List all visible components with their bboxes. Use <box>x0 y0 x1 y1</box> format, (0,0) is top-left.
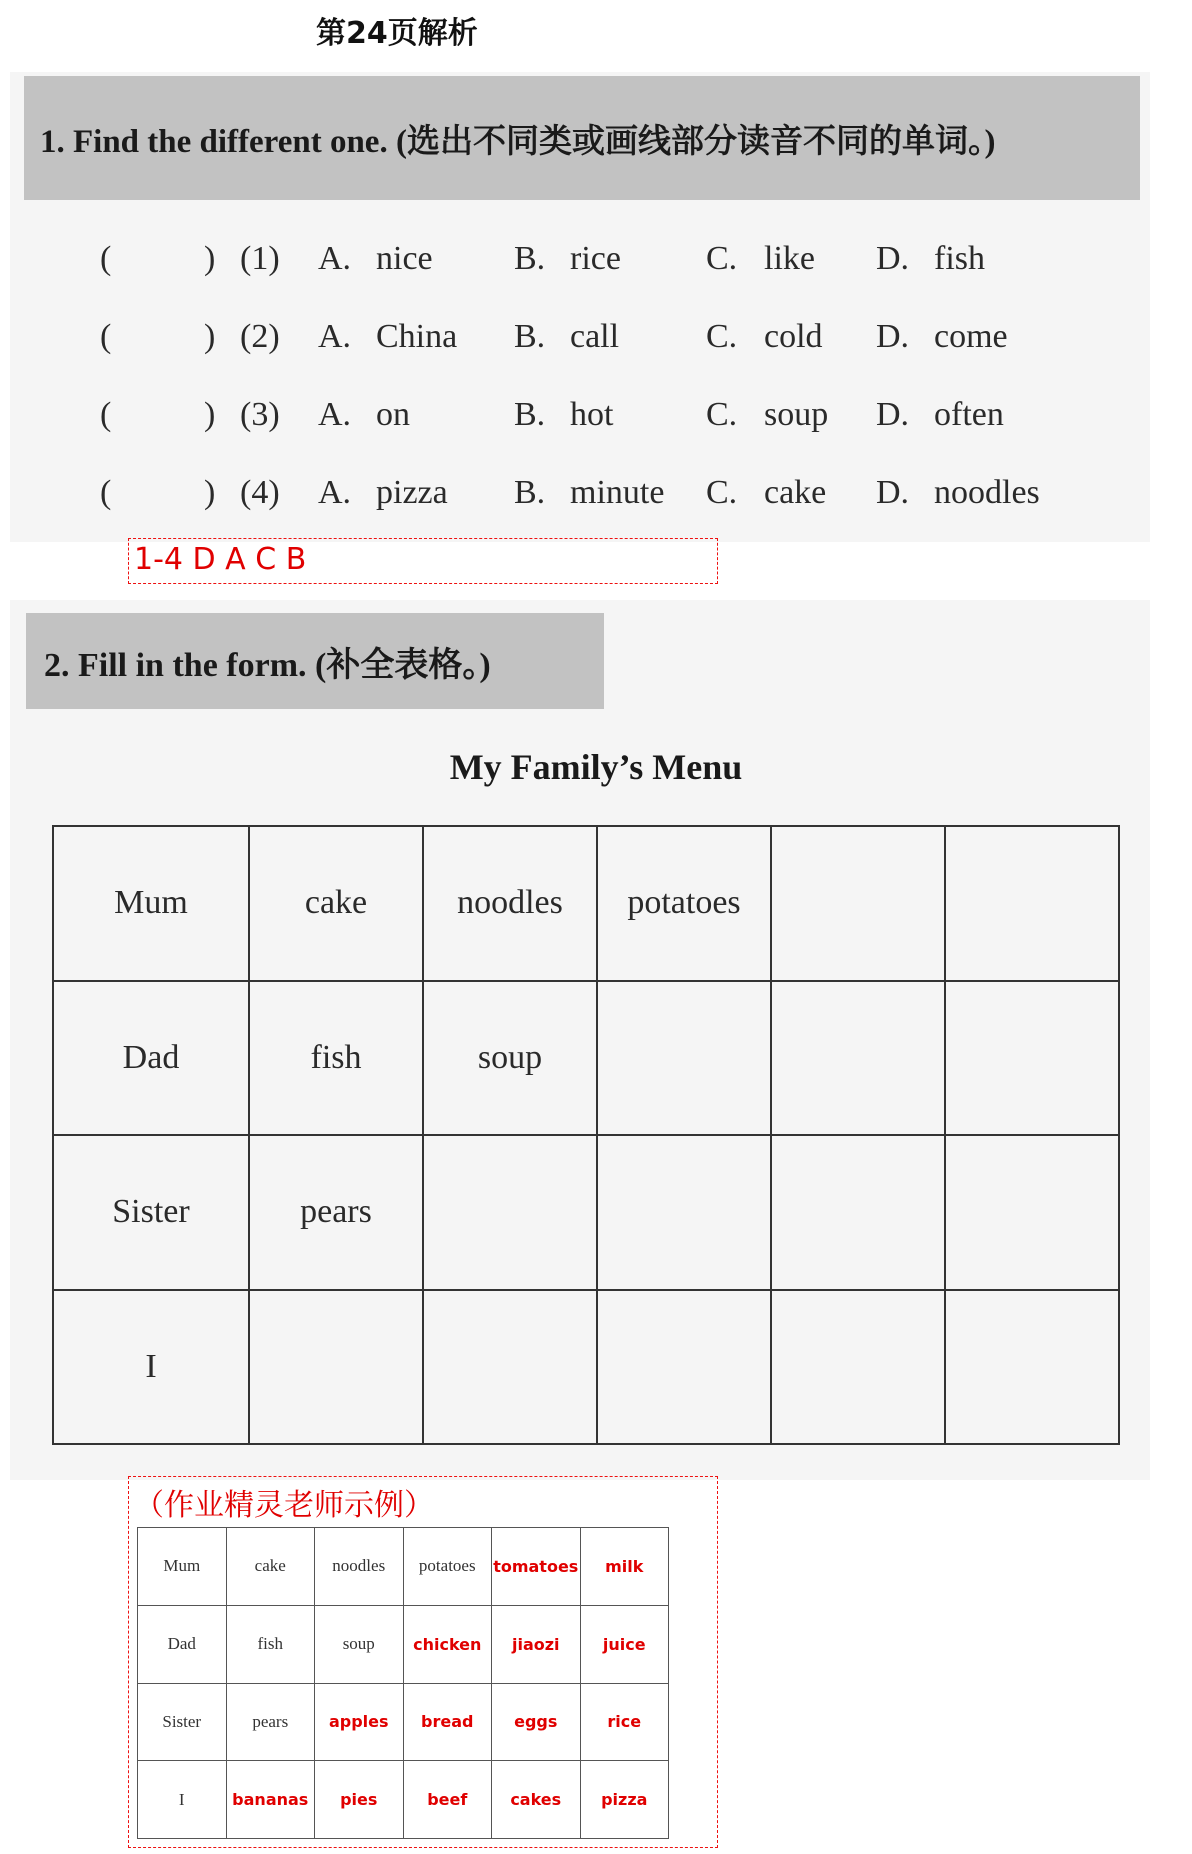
menu-food-cell <box>597 981 771 1136</box>
question-bracket-close: ) <box>204 318 216 355</box>
menu-food-cell: cake <box>249 826 423 981</box>
page-title: 第24页解析 <box>316 16 478 51</box>
question-a: China <box>376 318 458 355</box>
example-table <box>137 1527 669 1839</box>
menu-row <box>53 981 1119 1136</box>
example-row <box>138 1683 669 1761</box>
question-bracket-close: ) <box>204 240 216 277</box>
question-a: on <box>376 396 410 433</box>
menu-person-cell: Mum <box>53 826 249 981</box>
menu-food-cell <box>771 981 945 1136</box>
example-food-cell: soup <box>315 1605 404 1683</box>
question-c: like <box>764 240 815 277</box>
example-row <box>138 1761 669 1839</box>
example-label: （作业精灵老师示例） <box>134 1488 434 1523</box>
question-num: (4) <box>240 474 280 511</box>
example-food-cell: potatoes <box>403 1528 492 1606</box>
question-bracket: ( <box>100 318 112 355</box>
menu-food-cell: pears <box>249 1135 423 1290</box>
menu-food-cell: soup <box>423 981 597 1136</box>
menu-food-cell <box>945 826 1119 981</box>
example-food-cell: tomatoes <box>492 1528 581 1606</box>
question-d: fish <box>934 240 985 277</box>
example-food-cell: pizza <box>580 1761 669 1839</box>
question-c-letter: C. <box>706 474 738 511</box>
question-row <box>100 240 1100 290</box>
question-a-letter: A. <box>318 396 352 433</box>
example-row <box>138 1605 669 1683</box>
question-d-letter: D. <box>876 240 910 277</box>
question-num: (3) <box>240 396 280 433</box>
example-food-cell: eggs <box>492 1683 581 1761</box>
question-a: nice <box>376 240 433 277</box>
example-food-cell: bananas <box>226 1761 315 1839</box>
example-row <box>138 1528 669 1606</box>
example-food-cell: apples <box>315 1683 404 1761</box>
question-bracket: ( <box>100 240 112 277</box>
question-bracket: ( <box>100 474 112 511</box>
menu-person-cell: I <box>53 1290 249 1445</box>
question-d: noodles <box>934 474 1040 511</box>
answer-text-1: 1-4 D A C B <box>134 542 307 577</box>
menu-title: My Family’s Menu <box>449 747 743 787</box>
example-food-cell: beef <box>403 1761 492 1839</box>
question-a-letter: A. <box>318 240 352 277</box>
question-b-letter: B. <box>514 240 546 277</box>
question-b: call <box>570 318 620 355</box>
question-row <box>100 318 1100 368</box>
question-b: rice <box>570 240 621 277</box>
example-food-cell: bread <box>403 1683 492 1761</box>
question-b-letter: B. <box>514 396 546 433</box>
menu-food-cell <box>249 1290 423 1445</box>
section1-heading-text: 1. Find the different one. (选出不同类或画线部分读音不同的单词。) <box>40 123 996 160</box>
question-b: minute <box>570 474 665 511</box>
menu-food-cell <box>771 826 945 981</box>
menu-person-cell: Sister <box>53 1135 249 1290</box>
example-person-cell: Mum <box>138 1528 227 1606</box>
question-b-letter: B. <box>514 318 546 355</box>
menu-food-cell: potatoes <box>597 826 771 981</box>
question-d: often <box>934 396 1004 433</box>
menu-food-cell <box>597 1290 771 1445</box>
example-person-cell: Dad <box>138 1605 227 1683</box>
question-b: hot <box>570 396 614 433</box>
question-c: soup <box>764 396 829 433</box>
example-food-cell: noodles <box>315 1528 404 1606</box>
menu-row <box>53 826 1119 981</box>
menu-food-cell <box>423 1290 597 1445</box>
section2-heading <box>26 613 604 709</box>
example-food-cell: pears <box>226 1683 315 1761</box>
example-food-cell: jiaozi <box>492 1605 581 1683</box>
menu-food-cell <box>945 1135 1119 1290</box>
question-c-letter: C. <box>706 318 738 355</box>
question-bracket-close: ) <box>204 396 216 433</box>
example-food-cell: cake <box>226 1528 315 1606</box>
example-food-cell: pies <box>315 1761 404 1839</box>
example-person-cell: Sister <box>138 1683 227 1761</box>
question-d-letter: D. <box>876 318 910 355</box>
section1-heading <box>24 76 1140 200</box>
question-bracket: ( <box>100 396 112 433</box>
menu-food-cell <box>945 1290 1119 1445</box>
question-num: (1) <box>240 240 280 277</box>
question-c-letter: C. <box>706 396 738 433</box>
question-c-letter: C. <box>706 240 738 277</box>
menu-food-cell: fish <box>249 981 423 1136</box>
example-food-cell: fish <box>226 1605 315 1683</box>
question-row <box>100 474 1100 524</box>
question-c: cold <box>764 318 823 355</box>
menu-food-cell <box>771 1290 945 1445</box>
menu-row <box>53 1135 1119 1290</box>
question-c: cake <box>764 474 827 511</box>
question-a-letter: A. <box>318 474 352 511</box>
menu-row <box>53 1290 1119 1445</box>
question-d-letter: D. <box>876 474 910 511</box>
menu-food-cell: noodles <box>423 826 597 981</box>
menu-food-cell <box>423 1135 597 1290</box>
menu-food-cell <box>771 1135 945 1290</box>
question-a-letter: A. <box>318 318 352 355</box>
menu-person-cell: Dad <box>53 981 249 1136</box>
example-food-cell: rice <box>580 1683 669 1761</box>
example-food-cell: milk <box>580 1528 669 1606</box>
question-row <box>100 396 1100 446</box>
question-a: pizza <box>376 474 448 511</box>
example-food-cell: chicken <box>403 1605 492 1683</box>
example-food-cell: juice <box>580 1605 669 1683</box>
question-d-letter: D. <box>876 396 910 433</box>
example-person-cell: I <box>138 1761 227 1839</box>
example-food-cell: cakes <box>492 1761 581 1839</box>
question-b-letter: B. <box>514 474 546 511</box>
menu-table <box>52 825 1120 1445</box>
menu-food-cell <box>597 1135 771 1290</box>
section2-heading-text: 2. Fill in the form. (补全表格。) <box>44 646 491 684</box>
menu-food-cell <box>945 981 1119 1136</box>
question-d: come <box>934 318 1008 355</box>
question-num: (2) <box>240 318 280 355</box>
question-bracket-close: ) <box>204 474 216 511</box>
